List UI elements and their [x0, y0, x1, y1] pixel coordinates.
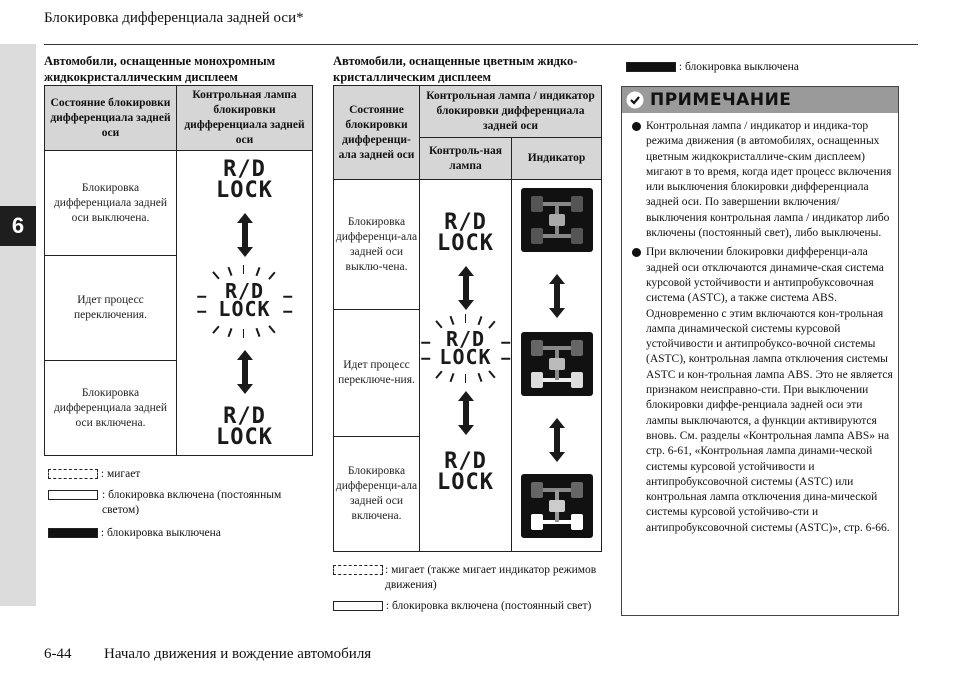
awd-car-off-icon	[521, 188, 593, 252]
legend-on: : блокировка включена (постоянным светом)	[48, 488, 310, 518]
chapter-sidebar	[0, 44, 36, 606]
legend-off: : блокировка выключена	[48, 526, 310, 541]
mono-col-state: Состояние блокировки дифференциала задней оси	[45, 86, 177, 151]
mono-col-lamp: Контрольная лампа блокировки дифференциала задней оси	[177, 86, 313, 151]
color-col-state: Состояние блокировки дифференци-ала задней оси	[334, 86, 420, 180]
rd-lock-on-icon: R/D LOCK	[216, 404, 273, 450]
note-title: ПРИМЕЧАНИЕ	[650, 90, 792, 110]
mono-legend	[48, 467, 310, 541]
legend-blink-swatch	[48, 469, 98, 479]
color-col-indicator: Индикатор	[512, 138, 602, 180]
awd-car-blink-icon	[521, 332, 593, 396]
color-legend	[333, 563, 603, 614]
double-arrow-icon	[237, 213, 253, 257]
color-row-off: Блокировка дифференци-ала задней оси выклю-чена.	[334, 180, 420, 310]
left-section-title: Автомобили, оснащенные монохромным жидкокристаллическим дисплеем	[44, 54, 276, 84]
double-arrow-icon	[458, 266, 474, 310]
legend-on-swatch	[333, 601, 383, 611]
color-row-on: Блокировка дифференци-ала задней оси включена.	[334, 437, 420, 552]
rd-lock-on-icon: R/D LOCK	[437, 449, 494, 495]
double-arrow-icon	[549, 274, 565, 318]
mono-row-on: Блокировка дифференциала задней оси включена.	[45, 361, 177, 456]
mono-row-off: Блокировка дифференциала задней оси выключена.	[45, 151, 177, 256]
rd-lock-on-icon: R/D LOCK	[216, 157, 273, 203]
note-paragraph-1: Контрольная лампа / индикатор и индика-тор режима движения (в автомобилях, оснащенных цветным жидкокристалличе-ским дисплеем) мигают в то время, когда идет процесс включения или выключения блокировки дифференциала задней оси. По завершении включения/выключения контрольная лампа / индикатор либо включены (постоянный свет), либо выключены.	[632, 119, 894, 241]
legend-off-swatch	[48, 528, 98, 538]
legend-on: : блокировка включена (постоянный свет)	[333, 599, 603, 614]
chapter-tab: 6	[0, 206, 36, 246]
color-col-lamp: Контроль-ная лампа	[420, 138, 512, 180]
bullet-icon	[632, 248, 641, 257]
header-rule	[44, 44, 918, 45]
legend-blink-swatch	[333, 565, 383, 575]
color-lamp-table	[333, 85, 602, 552]
rd-lock-on-icon: R/D LOCK	[437, 210, 494, 256]
color-lamp-cell	[420, 180, 512, 552]
note-paragraph-2: При включении блокировки дифференци-ала задней оси отключаются динамиче-ская система курсовой устойчивости и антипробуксовочная система (ASTC), а также система ABS. Одновременно с этим включаются кон-трольная лампа динамической системы курсовой устойчивости и антипробуксо-вочной системы (ASTC), контрольная лампа отключения системы ASTC и кон-трольная лампа ABS. Это не является признаком неисправно-сти. При выключении блокировки диффе-ренциала задней оси эти лампы выключаются, а функции активируются вновь. См. разделы «Контрольная лампа ABS» на стр. 6-61, «Контрольная лампа динами-ческой системы курсовой устойчивости и антипробуксовочной системы (ASTC) или контрольная лампа отключения дина-мической системы курсовой устойчиво-сти и антипробуксовочной системы (ASTC)», стр. 6-66.	[632, 245, 894, 536]
awd-car-on-icon	[521, 474, 593, 538]
color-indicator-cell	[512, 180, 602, 552]
footer-section: Начало движения и вождение автомобиля	[104, 646, 372, 662]
rd-lock-blink-icon: R/D LOCK	[421, 316, 511, 382]
rd-lock-blink-icon: R/D LOCK	[195, 267, 295, 337]
color-row-switching: Идет процесс переключе-ния.	[334, 310, 420, 437]
legend-blink: : мигает (также мигает индикатор режимов движения)	[333, 563, 603, 593]
mono-lamp-table	[44, 85, 313, 456]
page-number: 6-44	[44, 646, 72, 662]
double-arrow-icon	[549, 418, 565, 462]
color-col-group: Контрольная лампа / индикатор блокировки дифференциала задней оси	[420, 86, 602, 138]
double-arrow-icon	[458, 391, 474, 435]
page-header-title: Блокировка дифференциала задней оси*	[44, 10, 304, 26]
double-arrow-icon	[237, 350, 253, 394]
note-body	[632, 119, 894, 540]
mono-row-switching: Идет процесс переключения.	[45, 256, 177, 361]
mono-lamp-cell	[177, 151, 313, 456]
legend-on-swatch	[48, 490, 98, 500]
bullet-icon	[632, 122, 641, 131]
note-box	[621, 86, 899, 616]
warning-circle-icon	[626, 91, 644, 109]
legend-off-swatch	[626, 62, 676, 72]
legend-blink: : мигает	[48, 467, 310, 482]
right-legend-off: : блокировка выключена	[626, 60, 799, 75]
note-header	[622, 87, 898, 113]
middle-section-title: Автомобили, оснащенные цветным жидко- кристаллическим дисплеем	[333, 54, 578, 84]
